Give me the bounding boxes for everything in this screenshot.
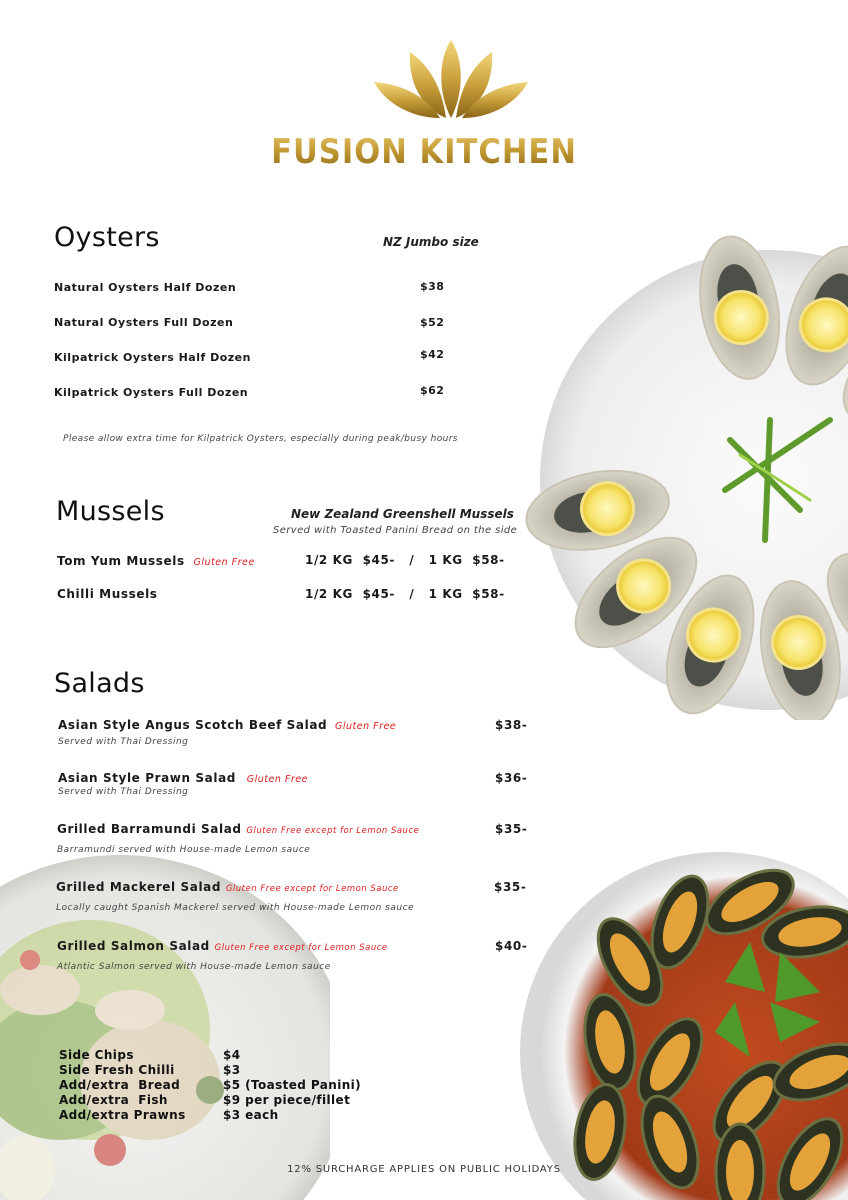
oyster-item-name: Natural Oysters Full Dozen (54, 316, 234, 329)
oysters-subtitle: NZ Jumbo size (383, 235, 479, 249)
extra-item-price: $5 (Toasted Panini) (223, 1078, 362, 1092)
salad-item-label: Grilled Salmon Salad (57, 939, 210, 953)
extra-item-name: Add/extra Fish (59, 1093, 168, 1107)
salad-plate-image (0, 840, 330, 1200)
oyster-platter-image (500, 230, 848, 720)
oyster-item-price: $42 (420, 348, 445, 361)
salad-item-desc: Atlantic Salmon served with House-made Lemon sauce (57, 962, 331, 972)
salad-item-desc: Served with Thai Dressing (58, 737, 189, 747)
extra-item-name: Add/extra Prawns (59, 1108, 186, 1122)
extra-item-price: $3 each (223, 1108, 279, 1122)
mussel-item-name (57, 554, 255, 568)
mussel-shell-icon (716, 1124, 764, 1200)
mussel-item-price: 1/2 KG $45- / 1 KG $58- (305, 553, 505, 567)
oyster-item-name: Natural Oysters Half Dozen (54, 281, 237, 294)
oyster-item-price: $62 (420, 384, 445, 397)
mussels-served: Served with Toasted Panini Bread on the side (273, 525, 518, 536)
extra-item-name: Side Fresh Chilli (59, 1063, 175, 1077)
salad-item-price: $36- (495, 771, 528, 785)
extra-item-name: Add/extra Bread (59, 1078, 181, 1092)
salad-item-label: Asian Style Prawn Salad (58, 771, 236, 785)
oyster-item-price: $38 (420, 280, 445, 293)
salad-item-name (56, 880, 399, 894)
mussel-bowl-image (520, 842, 848, 1200)
mussel-item-label: Tom Yum Mussels (57, 554, 185, 568)
salad-item-price: $40- (495, 939, 528, 953)
gluten-free-tag: Gluten Free (246, 774, 308, 785)
oyster-item-name: Kilpatrick Oysters Full Dozen (54, 386, 249, 399)
mussels-subtitle: New Zealand Greenshell Mussels (291, 507, 514, 521)
gluten-free-tag: Gluten Free (335, 721, 397, 732)
salad-item-name (57, 939, 388, 953)
lotus-logo-icon (372, 38, 530, 120)
salad-item-name (58, 771, 308, 785)
mussel-item-name (57, 587, 158, 601)
gluten-free-tag: Gluten Free except for Lemon Sauce (246, 826, 420, 836)
extra-item-price: $4 (223, 1048, 241, 1062)
salad-item-name (58, 718, 396, 732)
salad-item-price: $35- (495, 822, 528, 836)
salad-item-price: $35- (494, 880, 527, 894)
extra-item-price: $9 per piece/fillet (223, 1093, 351, 1107)
salad-item-label: Grilled Mackerel Salad (56, 880, 222, 894)
surcharge-notice: 12% SURCHARGE APPLIES ON PUBLIC HOLIDAYS (287, 1164, 561, 1175)
gluten-free-tag: Gluten Free (193, 557, 255, 568)
mussels-title: Mussels (56, 496, 165, 527)
salad-item-desc: Locally caught Spanish Mackerel served with House-made Lemon sauce (56, 903, 415, 913)
extras-list (59, 1048, 361, 1123)
oysters-title: Oysters (54, 222, 160, 253)
salad-item-desc: Served with Thai Dressing (58, 787, 189, 797)
brand-name: FUSION KITCHEN (0, 132, 848, 172)
salad-item-desc: Barramundi served with House-made Lemon sauce (57, 845, 311, 855)
extra-item-price: $3 (223, 1063, 241, 1077)
mussel-item-label: Chilli Mussels (57, 587, 158, 601)
oyster-item-price: $52 (420, 316, 445, 329)
salad-item-price: $38- (495, 718, 528, 732)
gluten-free-tag: Gluten Free except for Lemon Sauce (225, 884, 399, 894)
extra-item-name: Side Chips (59, 1048, 134, 1062)
oyster-item-name: Kilpatrick Oysters Half Dozen (54, 351, 251, 364)
salads-title: Salads (54, 668, 145, 699)
oysters-note: Please allow extra time for Kilpatrick Oysters, especially during peak/busy hours (63, 434, 458, 444)
mussel-item-price: 1/2 KG $45- / 1 KG $58- (305, 587, 505, 601)
salad-item-label: Grilled Barramundi Salad (57, 822, 242, 836)
gluten-free-tag: Gluten Free except for Lemon Sauce (214, 943, 388, 953)
salad-item-label: Asian Style Angus Scotch Beef Salad (58, 718, 328, 732)
salad-item-name (57, 822, 419, 836)
